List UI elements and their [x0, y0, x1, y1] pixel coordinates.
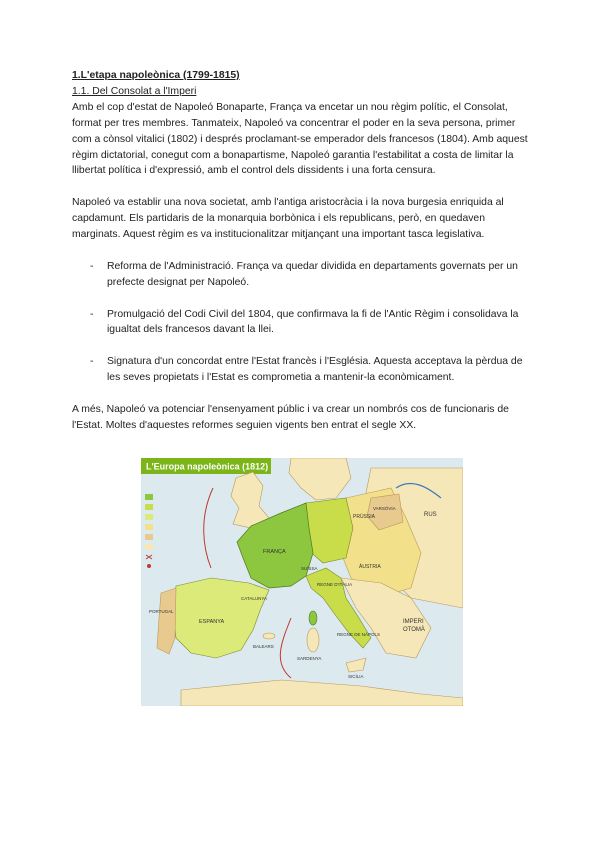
bullet-marker: -	[90, 308, 94, 320]
label-italia: REGNE D'ITÀLIA	[317, 582, 353, 587]
label-varsovia: VARSÒVIA	[373, 506, 396, 511]
sardinia-island	[307, 628, 319, 652]
label-catalunya: CATALUNYA	[241, 596, 268, 601]
legend-swatch	[145, 514, 153, 520]
document-page	[72, 68, 532, 450]
paragraph-societat: Napoleó va establir una nova societat, amb l'antiga aristocràcia i la nova burgesia enriquida al capdamunt. Els partidaris de la monarquia borbònica i els republicans, però, en quedaven marginats. Aquest règim es va institucionalitzar mitjançant una important tasca legislativa.	[72, 197, 504, 241]
label-rus: RUS	[424, 512, 437, 518]
legend-swatch	[145, 544, 153, 550]
label-imperi: IMPERI	[403, 619, 424, 625]
paragraph-consolat: Amb el cop d'estat de Napoleó Bonaparte, França va encetar un nou règim polític, el Consolat, format per tres membres. Tanmateix, Napoleó va concentrar el poder en la seva persona, primer com a cònsol vitalici (1802) i després proclamant-se emperador dels francesos (1804). Amb aquest règim dictatorial, conegut com a bonapartisme, Napoleó garantia l'estabilitat a costa de limitar la llibertat política i d'expressió, amb el control dels dissidents i una forta censura.	[72, 101, 528, 177]
paragraph-closing: A més, Napoleó va potenciar l'ensenyament públic i va crear un nombrós cos de funcionaris de l'Estat. Moltes d'aquestes reformes seguien vigents ben entrat el segle XX.	[72, 403, 509, 431]
list-item-text: Reforma de l'Administració. França va quedar dividida en departaments governats per un prefecte designat per Napoleó.	[107, 260, 518, 288]
bullet-marker: -	[90, 260, 94, 272]
section-heading: 1.L'etapa napoleònica (1799-1815)	[72, 70, 240, 81]
napoleonic-europe-map	[141, 458, 463, 706]
balearic-islands	[263, 633, 275, 639]
label-espanya: ESPANYA	[199, 619, 225, 625]
reforms-list	[72, 259, 532, 386]
bullet-marker: -	[90, 356, 94, 368]
label-franca: FRANÇA	[263, 549, 286, 555]
list-item-text: Promulgació del Codi Civil del 1804, que confirmava la fi de l'Antic Règim i consolidava la igualtat dels francesos davant la llei.	[107, 308, 519, 336]
label-suissa: SUÏSSA	[301, 566, 318, 571]
corsica-island	[309, 611, 317, 625]
campaign-icon	[147, 564, 151, 568]
legend-swatch	[145, 534, 153, 540]
label-austria: ÀUSTRIA	[359, 564, 381, 570]
subsection-heading: 1.1. Del Consolat a l'Imperi	[72, 85, 197, 97]
map-title: L'Europa napoleònica (1812)	[146, 461, 269, 472]
map-svg	[141, 458, 463, 706]
label-sardenya: SARDENYA	[297, 656, 322, 661]
legend-swatch	[145, 524, 153, 530]
label-portugal: PORTUGAL	[149, 609, 174, 614]
label-prussia: PRÚSSIA	[353, 514, 375, 520]
list-item	[72, 307, 532, 339]
legend-swatch	[145, 504, 153, 510]
label-sicilia: SICÍLIA	[348, 674, 364, 679]
label-otoma: OTOMÀ	[403, 627, 425, 633]
label-balears: BALEARS	[253, 644, 274, 649]
list-item	[72, 259, 532, 291]
list-item-text: Signatura d'un concordat entre l'Estat francès i l'Església. Aquesta acceptava la pèrdua de les seves propietats i l'Estat es comprometia a mantenir-la econòmicament.	[107, 356, 523, 384]
list-item	[72, 354, 532, 386]
label-napols: REGNE DE NÀPOLS	[337, 632, 381, 637]
legend-swatch	[145, 494, 153, 500]
